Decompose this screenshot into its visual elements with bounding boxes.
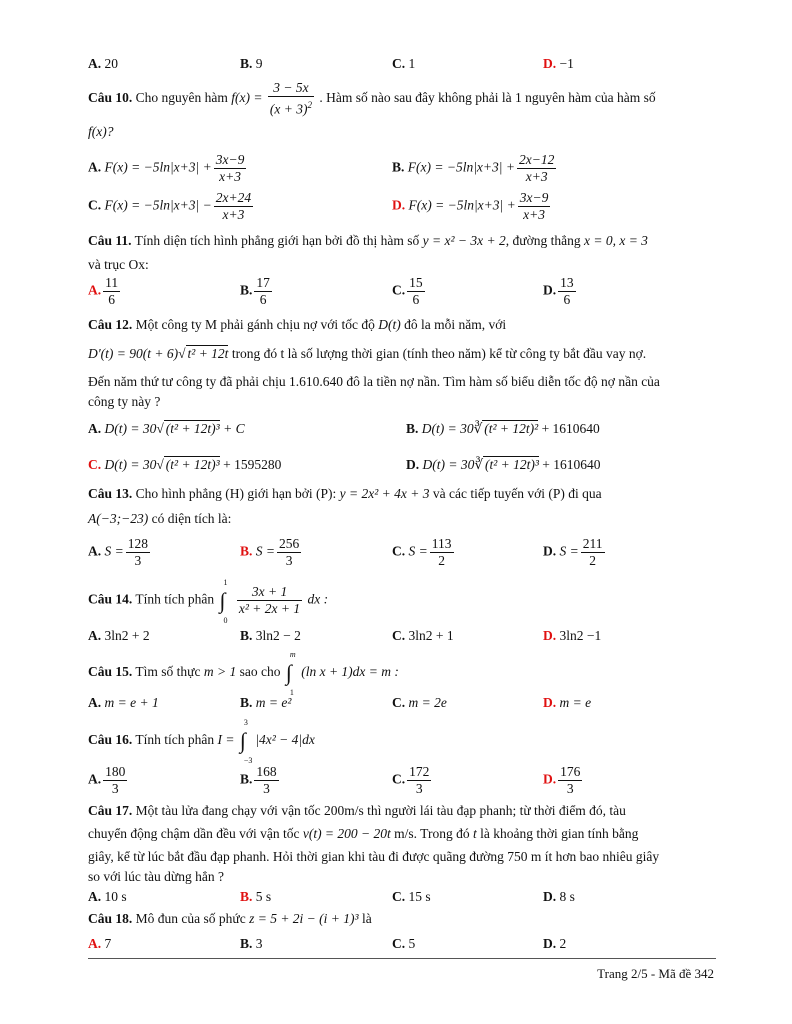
question-text: giây, kể từ lúc bắt đầu đạp phanh. Hỏi thời gian khi tàu đi được quãng đường 750 m ít hơn bao nhiêu giây (88, 849, 660, 864)
upper-bound: m (289, 650, 296, 659)
question-text: là khoảng thời gian tính bằng (480, 826, 639, 841)
integral-lhs: I = (217, 732, 235, 748)
question-label: Câu 10. (88, 89, 133, 105)
question-text: Cho nguyên hàm (135, 89, 228, 105)
option-d-text: m = e (559, 695, 592, 710)
sqrt-expr: (t² + 12t)³ (165, 457, 220, 472)
option-d-label: D. (543, 628, 557, 643)
integral-sign: m ∫ 1 (285, 650, 296, 697)
numerator: 180 (105, 764, 126, 779)
option-b-label: B. (392, 159, 405, 175)
option-b-expr: D(t) = 30∛ (421, 421, 483, 436)
numerator: 2x−12 (518, 152, 555, 167)
denominator: 3 (111, 781, 119, 796)
option-a-label: A. (88, 421, 102, 436)
upper-bound: 1 (223, 577, 228, 587)
question-label: Câu 18. (88, 911, 133, 926)
denominator: 2 (589, 553, 596, 568)
option-b-text: m = e² (255, 695, 292, 710)
fraction: $\frac{3 - 5x}{(x + 3)^2}$ (269, 80, 312, 117)
option-c-label: C. (392, 282, 406, 298)
option-c-expr: F(x) = −5ln|x+3| − (104, 197, 212, 213)
option-c-label: C. (392, 889, 406, 904)
question-text: có diện tích là: (151, 511, 232, 526)
option-a-text: 3ln2 + 2 (104, 628, 150, 643)
numerator: 128 (127, 536, 148, 551)
page-footer: Trang 2/5 - Mã đề 342 (597, 966, 714, 981)
option-d-label: D. (543, 936, 557, 951)
option-b-label: B. (240, 695, 253, 710)
option-a-expr: D(t) = 30 (104, 421, 157, 436)
question-text: và các tiếp tuyến với (P) đi qua (432, 486, 602, 501)
option-d-label: D. (543, 56, 557, 71)
denominator: 6 (108, 292, 115, 307)
denominator: 3 (134, 553, 142, 568)
numerator: 172 (409, 764, 430, 779)
question-label: Câu 12. (88, 317, 133, 332)
option-d-label: D. (406, 457, 420, 472)
option-c-label: C. (392, 628, 406, 643)
option-a-text: 10 s (104, 889, 127, 904)
option-c-rhs: + 1595280 (223, 457, 282, 472)
option-b-label: B. (240, 771, 253, 787)
condition-expr: m > 1 (203, 664, 237, 680)
question-17-line2 (88, 826, 716, 842)
option-c-expr: D(t) = 30 (104, 457, 157, 472)
denominator: 3 (263, 781, 270, 796)
option-c-text: m = 2e (408, 695, 447, 710)
numerator: 3x−9 (519, 190, 549, 205)
option-b-text: 5 s (255, 889, 272, 904)
option-b-label: B. (240, 56, 253, 71)
function-expr: y = 2x² + 4x + 3 (339, 486, 430, 501)
denominator: x+3 (222, 207, 245, 222)
question-14 (88, 577, 716, 625)
option-a-label: A. (88, 889, 102, 904)
option-a-text: 20 (104, 56, 118, 71)
denominator: x² + 2x + 1 (238, 601, 301, 616)
option-a-expr: F(x) = −5ln|x+3| + (104, 159, 212, 175)
question-label: Câu 14. (88, 591, 133, 607)
question-text: so với lúc tàu dừng hẳn ? (88, 869, 224, 884)
option-a-text: 7 (104, 936, 112, 951)
option-a-label: A. (88, 771, 102, 787)
time-variable: t (472, 826, 477, 841)
numerator: 3x + 1 (237, 584, 302, 601)
numerator: 17 (256, 275, 270, 290)
option-c-label: C. (88, 197, 102, 213)
function-expr: y = x² − 3x + 2 (422, 233, 506, 248)
question-text: Tính diện tích hình phẳng giới hạn bởi đồ thị hàm số (134, 233, 420, 248)
numerator: 2x+24 (215, 190, 252, 205)
option-c-expr: S = (408, 543, 428, 559)
question-15 (88, 650, 716, 697)
question-text: m/s. Trong đó (394, 826, 470, 841)
numerator: 3x−9 (215, 152, 245, 167)
denominator: 6 (259, 292, 267, 307)
denominator: 6 (412, 292, 420, 307)
option-d-label: D. (543, 889, 557, 904)
option-a-label: A. (88, 936, 102, 951)
question-label: Câu 11. (88, 233, 132, 248)
denominator: 3 (566, 781, 574, 796)
complex-expr: z = 5 + 2i − (i + 1)³ (249, 911, 359, 926)
option-d-rhs: + 1610640 (542, 457, 601, 472)
option-b-label: B. (240, 936, 253, 951)
option-c-label: C. (392, 936, 406, 951)
question-text: công ty này ? (88, 394, 161, 409)
question-text: Tính tích phân (135, 732, 215, 748)
numerator: 11 (105, 275, 119, 290)
function-f: f(x) = (231, 89, 263, 105)
question-13-line2 (88, 511, 716, 527)
option-c-label: C. (392, 56, 406, 71)
question-text: Mô đun của số phức (135, 911, 246, 926)
question-text: Tìm số thực (135, 664, 201, 680)
sqrt-expr: (t² + 12t)³ (165, 421, 220, 436)
option-a-label: A. (88, 159, 102, 175)
option-d-label: D. (392, 197, 406, 213)
question-label: Câu 16. (88, 732, 133, 748)
option-b-label: B. (406, 421, 419, 436)
numerator: 168 (256, 764, 277, 779)
option-d-label: D. (543, 282, 557, 298)
question-12-formula: D'(t) = 90(t + 6)√ t² + 12t trong đó t là số lượng thời gian (tính theo năm) kể từ công ty bắt đầu vay nợ. (88, 346, 647, 361)
denominator: 2 (438, 553, 445, 568)
option-d-label: D. (543, 695, 557, 710)
integrand: |4x² − 4|dx (255, 732, 315, 748)
question-text: là (361, 911, 372, 926)
option-c-text: 15 s (408, 889, 431, 904)
option-c-text: 5 (408, 936, 416, 951)
numerator: 15 (409, 275, 423, 290)
option-d-text: 2 (559, 936, 567, 951)
denominator: x+3 (219, 169, 241, 184)
question-11 (88, 233, 716, 249)
option-b-text: 3 (255, 936, 263, 951)
option-d-text: −1 (559, 56, 574, 71)
denominator: 6 (563, 292, 571, 307)
denominator: 3 (415, 781, 423, 796)
question-text: . Hàm số nào sau đây không phải là 1 nguyên hàm của hàm số (319, 89, 656, 105)
denominator: x+3 (523, 207, 545, 222)
question-text: đô la mỗi năm, với (404, 317, 507, 332)
question-12 (88, 317, 716, 333)
numerator: 113 (431, 536, 452, 551)
question-text: Tính tích phân (135, 591, 215, 607)
question-13 (88, 486, 716, 502)
option-a-rhs: + C (223, 421, 245, 436)
option-b-rhs: + 1610640 (541, 421, 600, 436)
integral-tail: dx : (307, 591, 329, 607)
question-text: Đến năm thứ tư công ty đã phải chịu 1.610.640 đô la tiền nợ nần. Tìm hàm số biểu diễn tốc độ nợ nần của (88, 374, 660, 389)
question-text: Một công ty M phải gánh chịu nợ với tốc độ (135, 317, 375, 332)
option-a-expr: S = (104, 543, 124, 559)
numerator: 176 (560, 764, 581, 779)
option-b-label: B. (240, 543, 253, 559)
option-a-label: A. (88, 56, 102, 71)
option-a-text: m = e + 1 (104, 695, 159, 710)
option-a-label: A. (88, 543, 102, 559)
question-10 (88, 80, 716, 118)
numerator: 211 (582, 536, 603, 551)
option-d-label: D. (543, 543, 557, 559)
option-c-label: C. (88, 457, 102, 472)
root-expr: (t² + 12t)² (484, 421, 539, 436)
option-b-expr: F(x) = −5ln|x+3| + (407, 159, 515, 175)
option-d-label: D. (543, 771, 557, 787)
option-c-label: C. (392, 771, 406, 787)
option-a-label: A. (88, 695, 102, 710)
question-text: sao cho (239, 664, 281, 680)
denominator: x+3 (525, 169, 548, 184)
question-16 (88, 718, 716, 765)
option-d-expr: D(t) = 30∛ (422, 457, 483, 472)
point-expr: A(−3;−23) (88, 511, 149, 526)
numerator: 256 (279, 536, 300, 551)
integrand: (ln x + 1)dx = m : (301, 664, 399, 680)
option-b-expr: S = (255, 543, 276, 559)
question-text: trong đó t là số lượng thời gian (tính theo năm) kể từ công ty bắt đầu vay nợ. (231, 346, 647, 361)
option-d-expr: S = (559, 543, 579, 559)
option-a-label: A. (88, 628, 102, 643)
option-c-label: C. (392, 543, 406, 559)
question-text: f(x)? (88, 124, 114, 139)
option-b-text: 3ln2 − 2 (255, 628, 301, 643)
option-b-text: 9 (255, 56, 263, 71)
question-label: Câu 13. (88, 486, 133, 501)
derivative-formula: D'(t) = 90(t + 6) (88, 346, 179, 361)
question-text: Cho hình phẳng (H) giới hạn bởi (P): (135, 486, 337, 501)
rate-expr: D(t) (378, 317, 401, 332)
question-17 (88, 803, 716, 819)
question-label: Câu 17. (88, 803, 133, 818)
option-d-expr: F(x) = −5ln|x+3| + (408, 197, 516, 213)
question-18 (88, 911, 716, 927)
numerator: 13 (560, 275, 574, 290)
velocity-expr: v(t) = 200 − 20t (302, 826, 391, 841)
option-c-text: 3ln2 + 1 (408, 628, 454, 643)
option-b-label: B. (240, 628, 253, 643)
question-text: và trục Ox: (88, 257, 149, 272)
lines-expr: x = 0, x = 3 (583, 233, 648, 248)
question-text: Một tàu lửa đang chạy với vận tốc 200m/s thì người lái tàu đạp phanh; từ thời điểm đó, tàu (135, 803, 626, 818)
option-b-label: B. (240, 282, 253, 298)
sqrt-expr: t² + 12t (187, 346, 229, 361)
option-c-label: C. (392, 695, 406, 710)
option-d-text: 3ln2 −1 (559, 628, 602, 643)
upper-bound: 3 (243, 718, 248, 727)
denominator: 3 (285, 553, 293, 568)
lower-bound: 1 (289, 688, 294, 697)
lower-bound: 0 (223, 615, 228, 625)
integral-sign: 1 ∫ 0 (219, 577, 228, 625)
option-c-text: 1 (408, 56, 416, 71)
root-expr: (t² + 12t)³ (484, 457, 539, 472)
lower-bound: −3 (243, 756, 253, 765)
footer-divider (88, 958, 716, 959)
option-d-text: 8 s (559, 889, 575, 904)
option-a-label: A. (88, 282, 102, 298)
question-text: chuyển động chậm dần đều với vận tốc (88, 826, 300, 841)
question-label: Câu 15. (88, 664, 133, 680)
option-b-label: B. (240, 889, 253, 904)
integral-sign: 3 ∫ −3 (239, 718, 253, 765)
question-text: , đường thẳng (505, 233, 581, 248)
